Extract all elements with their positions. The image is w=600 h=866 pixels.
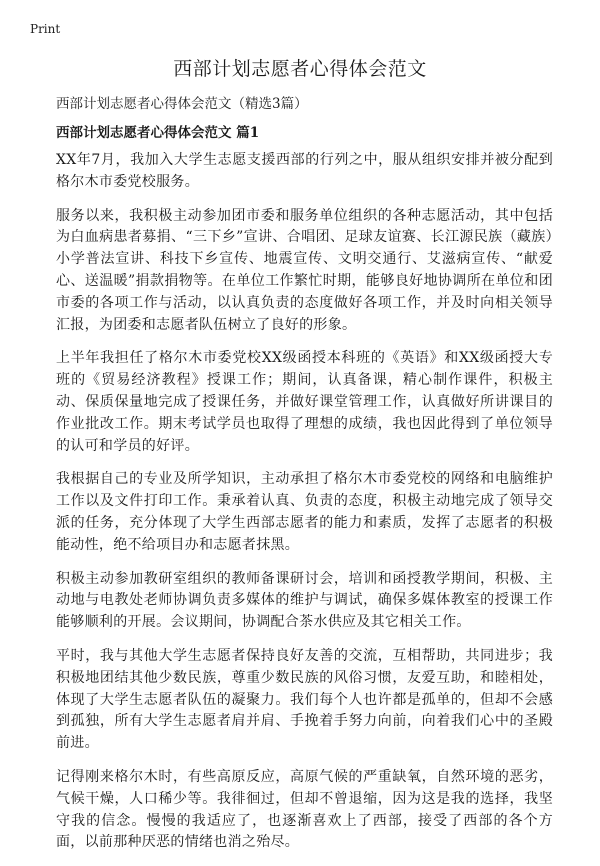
section-heading: 西部计划志愿者心得体会范文 篇1 [56,125,260,141]
article-body [56,150,553,866]
paragraph-6: 平时，我与其他大学生志愿者保持良好友善的交流，互相帮助，共同进步；我积极地团结其他少数民族，尊重少数民族的风俗习惯，友爱互助，和睦相处，体现了大学生志愿者队伍的凝聚力。我们每个人也许都是孤单的，但却不会感到孤独，所有大学生志愿者肩并肩、手挽着手努力向前，向着我们心中的圣殿前进。 [56,647,553,752]
paragraph-3: 上半年我担任了格尔木市委党校XX级函授本科班的《英语》和XX级函授大专班的《贸易经济教程》授课工作；期间，认真备课，精心制作课件，积极主动、保质保量地完成了授课任务，并做好课堂管理工作，认真做好所讲课目的作业批改工作。期末考试学员也取得了理想的成绩，我也因此得到了单位领导的认可和学员的好评。 [56,350,553,454]
print-link[interactable]: Print [30,22,61,36]
paragraph-4: 我根据自己的专业及所学知识，主动承担了格尔木市委党校的网络和电脑维护工作以及文件打印工作。秉承着认真、负责的态度，积极主动地完成了领导交派的任务，充分体现了大学生西部志愿者的能力和素质，发挥了志愿者的积极能动性，绝不给项目办和志愿者抹黑。 [56,471,553,553]
document-subtitle: 西部计划志愿者心得体会范文（精选3篇） [56,96,308,112]
paragraph-1: XX年7月，我加入大学生志愿支援西部的行列之中，服从组织安排并被分配到格尔木市委党校服务。 [56,152,553,190]
paragraph-7: 记得刚来格尔木时，有些高原反应，高原气候的严重缺氧，自然环境的恶劣，气候干燥，人口稀少等。我徘徊过，但却不曾退缩，因为这是我的选择，我坚守我的信念。慢慢的我适应了，也逐渐喜欢上了西部，接受了西部的各个方面，以前那种厌恶的情绪也消之殆尽。 [56,768,553,851]
page-title: 西部计划志愿者心得体会范文 [173,58,427,80]
paragraph-5: 积极主动参加教研室组织的教师备课研讨会，培训和函授教学期间，积极、主动地与电教处老师协调负责多媒体的维护与调试，确保多媒体教室的授课工作能够顺利的开展。会议期间，协调配合茶水供应及其它相关工作。 [56,570,553,631]
paragraph-2: 服务以来，我积极主动参加团市委和服务单位组织的各种志愿活动，其中包括为白血病患者募捐、“三下乡”宣讲、合唱团、足球友谊赛、长江源民族（藏族）小学普法宣讲、科技下乡宣传、地震宣传、文明交通行、艾滋病宣传、“献爱心、送温暖”捐款捐物等。在单位工作繁忙时期，能够良好地协调所在单位和团市委的各项工作与活动，以认真负责的态度做好各项工作，并及时向相关领导汇报，为团委和志愿者队伍树立了良好的形象。 [56,207,553,333]
